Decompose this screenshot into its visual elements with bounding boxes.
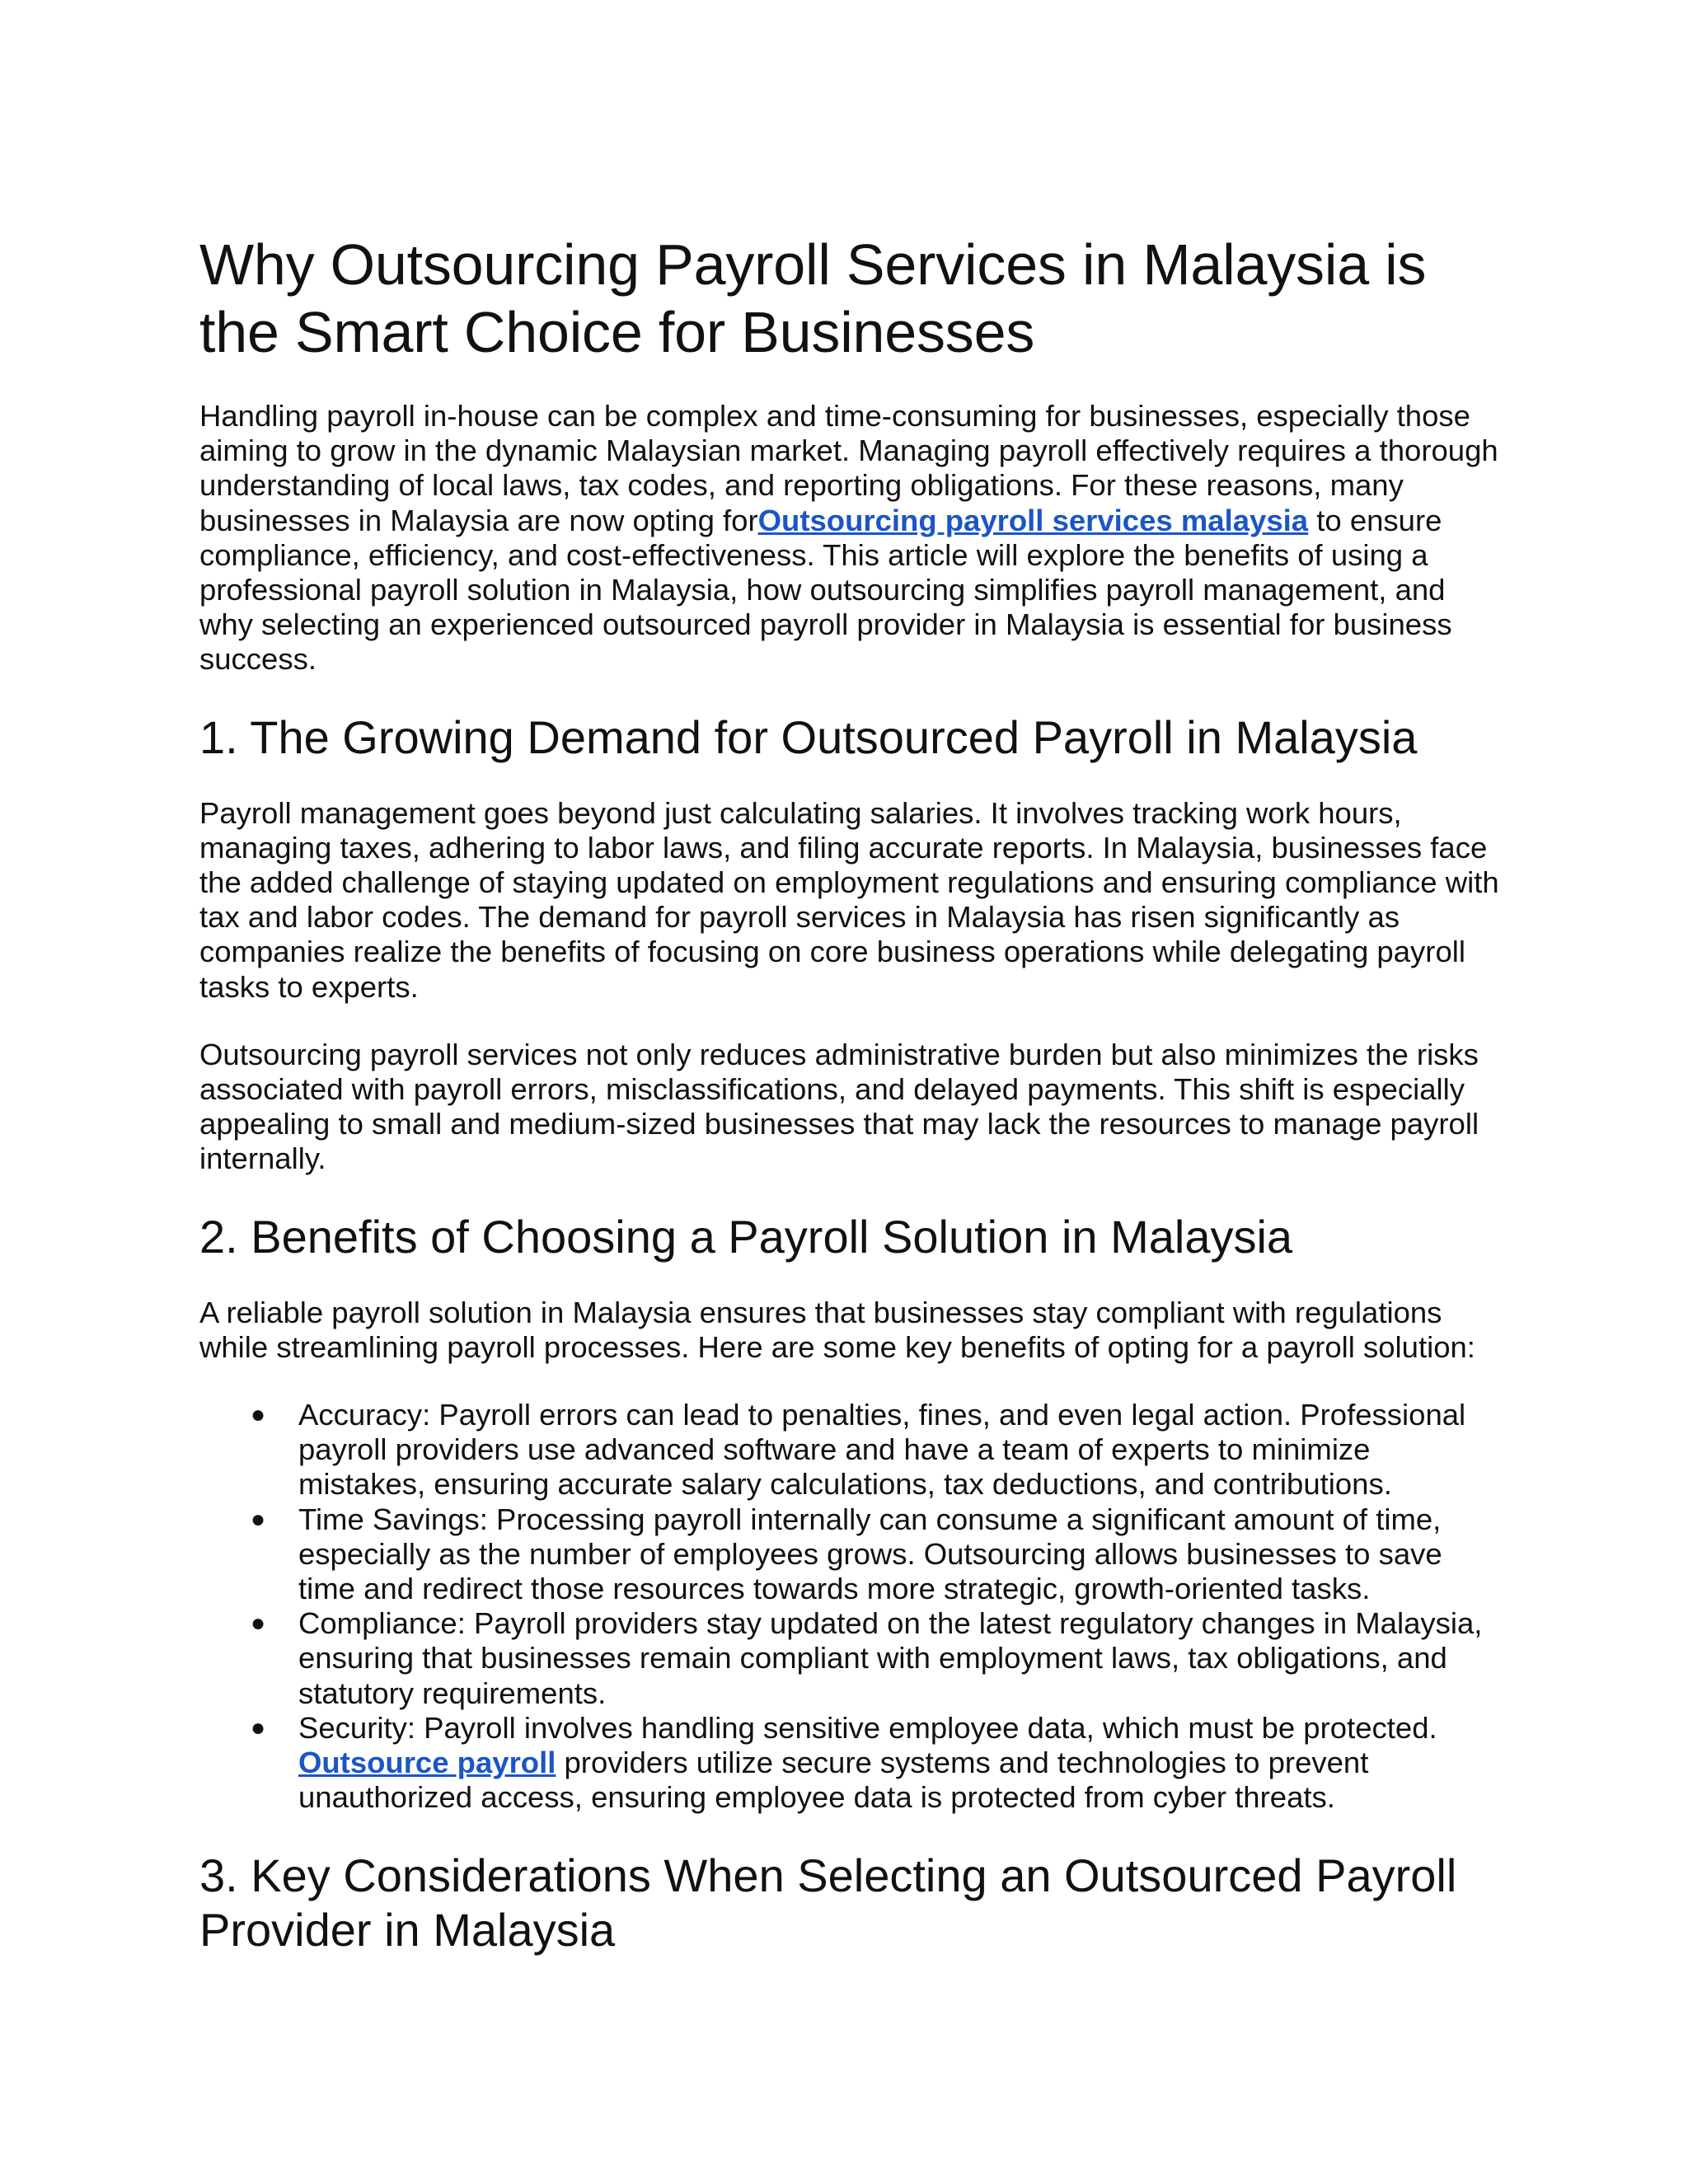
benefits-list	[199, 1398, 1502, 1815]
intro-text-before-link: Handling payroll in-house can be complex and time-consuming for businesses, especially those aiming to grow in the dynamic Malaysian market. Managing payroll effectively requires a thorough understanding of local laws, tax codes, and reporting obligations. For these reasons, many businesses in Malaysia are now opting for	[199, 399, 1498, 537]
list-item-text: Security: Payroll involves handling sensitive employee data, which must be protected.	[298, 1710, 1437, 1745]
list-item-text: Accuracy: Payroll errors can lead to penalties, fines, and even legal action. Professional payroll providers use advanced software and have a team of experts to minimize mistakes, ensuring accurate salary calculations, tax deductions, and contributions.	[298, 1398, 1466, 1502]
list-item-text: Time Savings: Processing payroll internally can consume a significant amount of time, especially as the number of employees grows. Outsourcing allows businesses to save time and redirect those resources towards more strategic, growth-oriented tasks.	[298, 1502, 1442, 1606]
list-item-time-savings	[199, 1502, 1502, 1607]
intro-paragraph	[199, 399, 1502, 677]
outsource-payroll-link[interactable]: Outsource payroll	[298, 1746, 556, 1780]
outsourcing-payroll-services-link[interactable]: Outsourcing payroll services malaysia	[757, 503, 1309, 537]
list-item-security	[199, 1711, 1502, 1816]
bullet-icon: ●	[251, 1713, 266, 1741]
list-item-accuracy	[199, 1398, 1502, 1502]
list-item-text: Compliance: Payroll providers stay updated on the latest regulatory changes in Malaysia, ensuring that businesses remain compliant with employment laws, tax obligations, and statutory requirements.	[298, 1606, 1483, 1710]
intro-text-after-link: to ensure compliance, efficiency, and cost-effectiveness. This article will explore the benefits of using a professional payroll solution in Malaysia, how outsourcing simplifies payroll management, and why selecting an experienced outsourced payroll provider in Malaysia is essential for business success.	[199, 503, 1452, 677]
list-item-text-after-link: providers utilize secure systems and technologies to prevent unauthorized access, ensuring employee data is protected from cyber threats.	[298, 1746, 1369, 1815]
section-1-heading: 1. The Growing Demand for Outsourced Payroll in Malaysia	[199, 710, 1418, 763]
bullet-icon: ●	[251, 1610, 266, 1638]
section-3-heading: 3. Key Considerations When Selecting an Outsourced Payroll Provider in Malaysia	[199, 1849, 1457, 1956]
document-page	[199, 231, 1502, 1989]
section-2-heading: 2. Benefits of Choosing a Payroll Solution in Malaysia	[199, 1210, 1293, 1263]
bullet-icon: ●	[251, 1505, 266, 1533]
bullet-icon: ●	[251, 1401, 266, 1429]
section-2-paragraph: A reliable payroll solution in Malaysia ensures that businesses stay compliant with regulations while streamlining payroll processes. Here are some key benefits of opting for a payroll solution:	[199, 1295, 1475, 1364]
section-1-paragraph-2: Outsourcing payroll services not only reduces administrative burden but also minimizes the risks associated with payroll errors, misclassifications, and delayed payments. This shift is especially appealing to small and medium-sized businesses that may lack the resources to manage payroll internally.	[199, 1037, 1479, 1176]
list-item-compliance	[199, 1606, 1502, 1711]
section-1-paragraph-1: Payroll management goes beyond just calculating salaries. It involves tracking work hours, managing taxes, adhering to labor laws, and filing accurate reports. In Malaysia, businesses face the added challenge of staying updated on employment regulations and ensuring compliance with tax and labor codes. The demand for payroll services in Malaysia has risen significantly as companies realize the benefits of focusing on core business operations while delegating payroll tasks to experts.	[199, 795, 1499, 1004]
document-title: Why Outsourcing Payroll Services in Malaysia is the Smart Choice for Businesses	[199, 232, 1427, 364]
